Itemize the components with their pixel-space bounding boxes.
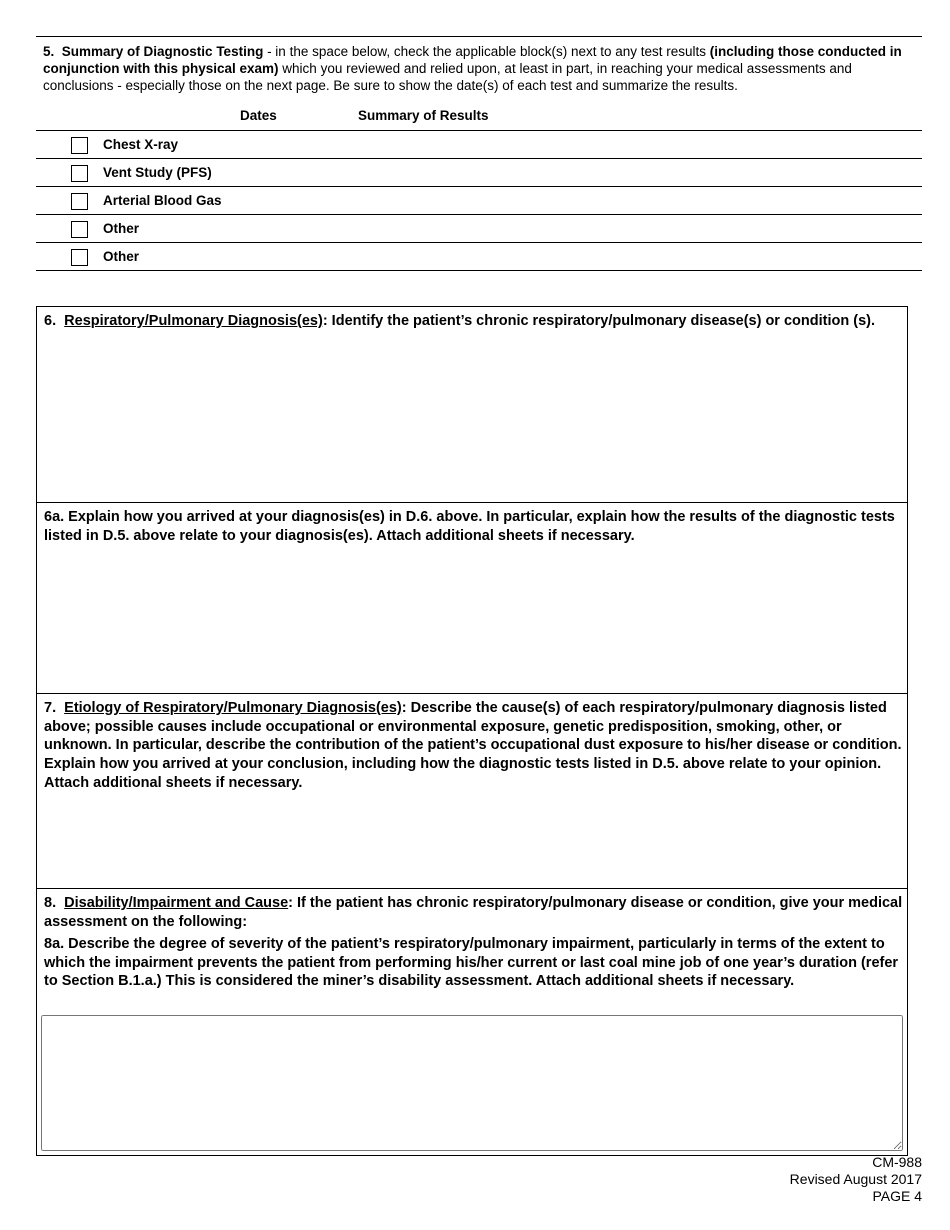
checkbox-other-1[interactable]: [71, 221, 88, 238]
section8-heading: [44, 894, 906, 931]
test-row-chest-xray: [36, 131, 922, 159]
page-footer: [790, 1154, 922, 1205]
disability-assessment-input[interactable]: [41, 1015, 903, 1151]
top-rule: [36, 36, 922, 37]
section8a-heading: 8a. Describe the degree of severity of the patient’s respiratory/pulmonary impairment, particularly in terms of the extent to which the impairment prevents the patient from performing his/her current or last coal mine job of one year’s duration (refer to Section B.1.a.) This is considered the miner’s disability assessment. Attach additional sheets if necessary.: [44, 936, 899, 990]
checkbox-vent-study[interactable]: [71, 165, 88, 182]
form-number: CM-988: [872, 1154, 922, 1170]
column-header-summary: Summary of Results: [358, 108, 489, 123]
section5-intro-bold: (including those conducted in conjunction with this physical exam): [43, 44, 902, 76]
section8-text: : If the patient has chronic respiratory/pulmonary disease or condition, give your medical assessment on the following:: [44, 895, 903, 930]
section8-title: Disability/Impairment and Cause: [64, 895, 289, 911]
test-row-other-2: [36, 243, 922, 271]
section5-intro-part1: - in the space below, check the applicable block(s) next to any test results: [263, 44, 710, 59]
test-label: Chest X-ray: [103, 137, 179, 152]
test-label: Vent Study (PFS): [103, 165, 212, 180]
section5-title: Summary of Diagnostic Testing: [61, 44, 264, 59]
section5-intro-part2: which you reviewed and relied upon, at least in part, in reaching your medical assessments and conclusions - especially those on the next page. Be sure to show the date(s) of each test and summarize the results.: [43, 61, 852, 93]
checkbox-other-2[interactable]: [71, 249, 88, 266]
section5-number: 5.: [43, 44, 55, 59]
section6-title: Respiratory/Pulmonary Diagnosis(es): [64, 313, 323, 329]
section6-heading: [44, 312, 906, 331]
section7: [37, 694, 907, 888]
checkbox-chest-xray[interactable]: [71, 137, 88, 154]
revision-date: Revised August 2017: [789, 1171, 922, 1187]
page-number: PAGE 4: [872, 1188, 922, 1204]
column-header-dates: Dates: [240, 108, 277, 123]
section7-title: Etiology of Respiratory/Pulmonary Diagnosis(es): [64, 700, 402, 716]
section8-number: 8.: [44, 895, 57, 911]
test-label: Other: [103, 221, 140, 236]
diagnosis-input[interactable]: [41, 353, 903, 498]
test-row-arterial-blood-gas: [36, 187, 922, 215]
test-label: Other: [103, 249, 140, 264]
section6-number: 6.: [44, 313, 57, 329]
section7-number: 7.: [44, 700, 57, 716]
test-row-vent-study: [36, 159, 922, 187]
section6a-heading: 6a. Explain how you arrived at your diagnosis(es) in D.6. above. In particular, explain how the results of the diagnostic tests listed in D.5. above relate to your diagnosis(es). Attach additional sheets if necessary.: [44, 509, 895, 544]
checkbox-arterial-blood-gas[interactable]: [71, 193, 88, 210]
section6a: [37, 503, 907, 693]
section5-intro: [43, 43, 903, 94]
etiology-input[interactable]: [41, 796, 903, 884]
table-rule: [36, 270, 922, 271]
diagnosis-form-box: [36, 306, 908, 1156]
section6: [37, 307, 907, 502]
section6-text: : Identify the patient’s chronic respiratory/pulmonary disease(s) or condition (s).: [322, 313, 875, 329]
diagnosis-explanation-input[interactable]: [41, 549, 903, 689]
test-row-other-1: [36, 215, 922, 243]
section7-text: : Describe the cause(s) of each respiratory/pulmonary diagnosis listed above; possible causes include occupational or environmental exposure, genetic predisposition, smoking, other, or unknown. In particular, describe the contribution of the patient’s occupational dust exposure to his/her disease or condition. Explain how you arrived at your conclusion, including how the diagnostic tests listed in D.5. above relate to your opinion. Attach additional sheets if necessary.: [44, 700, 902, 791]
test-label: Arterial Blood Gas: [103, 193, 222, 208]
section7-heading: [44, 699, 906, 793]
